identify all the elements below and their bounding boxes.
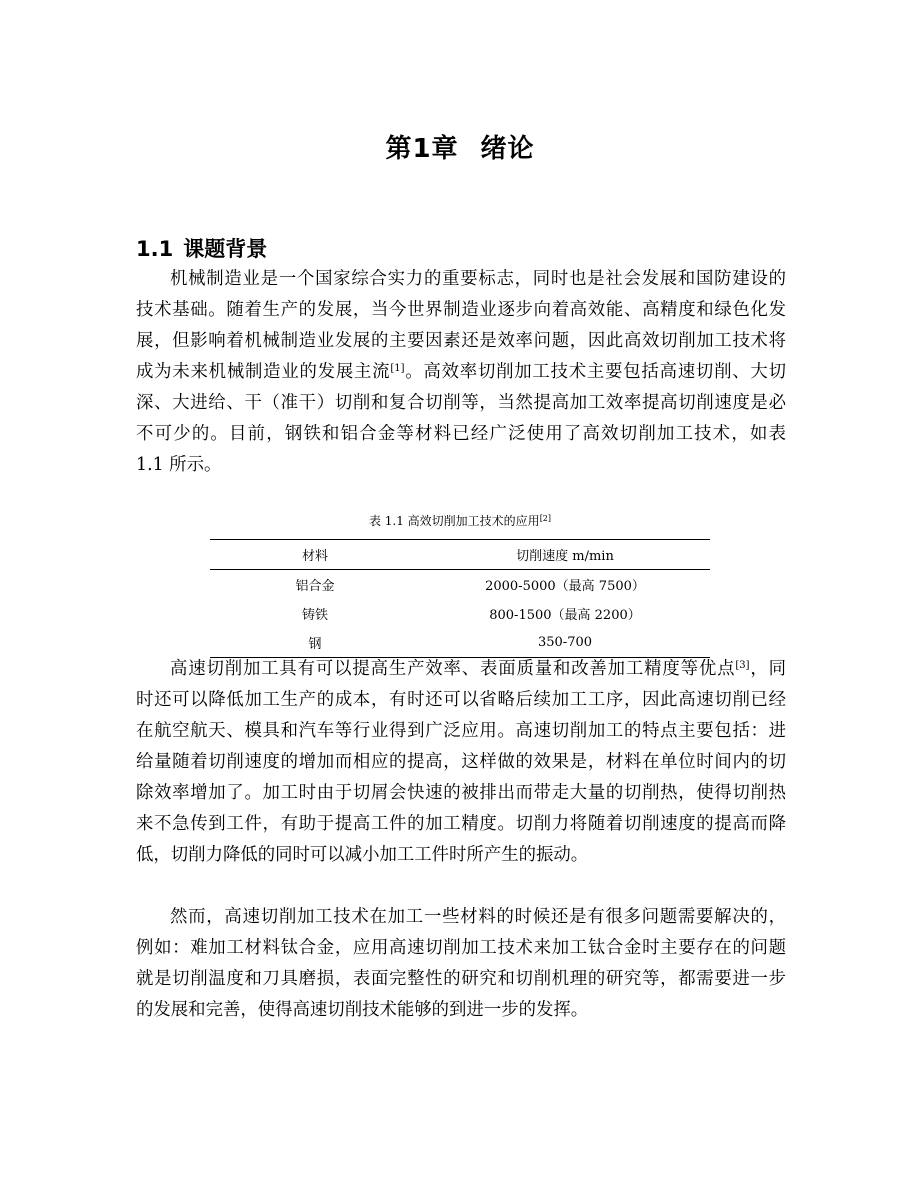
table-cell: 铸铁 [301, 608, 328, 623]
chapter-title [0, 128, 920, 165]
table-cell: 钢 [308, 637, 322, 652]
text-line: 然而，高速切削加工技术在加工一些材料的时候还是有很多问题需要解决的， [170, 907, 786, 927]
citation-ref[interactable]: [2] [539, 514, 552, 523]
text-line: 深、大进给、干（准干）切削和复合切削等，当然提高加工效率提高切削速度是必 [136, 393, 786, 413]
text-line: 技术基础。随着生产的发展，当今世界制造业逐步向着高效能、高精度和绿色化发 [136, 300, 786, 320]
column-header-speed: 切削速度 m/min [516, 549, 614, 564]
text-line: 1.1 所示。 [136, 455, 222, 475]
text-line: 就是切削温度和刀具磨损，表面完整性的研究和切削机理的研究等，都需要进一步 [136, 969, 786, 989]
chapter-number: 第1章 [385, 134, 459, 164]
table-cell: 800-1500（最高 2200） [489, 608, 641, 623]
text-line: 在航空航天、模具和汽车等行业得到广泛应用。高速切削加工的特点主要包括：进 [136, 721, 786, 741]
text-fragment: ，同 [749, 659, 786, 679]
paragraph-challenges [136, 902, 786, 1026]
text-fragment: 高速切削加工具有可以提高生产效率、表面质量和改善加工精度等优点 [170, 659, 736, 679]
text-line: 不可少的。目前，钢铁和铝合金等材料已经广泛使用了高效切削加工技术，如表 [136, 424, 786, 444]
text-fragment: 。高效率切削加工技术主要包括高速切削、大切 [404, 362, 786, 382]
table-row [210, 599, 710, 628]
column-header-material: 材料 [301, 549, 328, 564]
text-line [136, 654, 786, 685]
paragraph-high-speed-cutting [136, 654, 786, 871]
table-cell: 2000-5000（最高 7500） [485, 579, 645, 594]
citation-ref[interactable]: [1] [390, 363, 405, 374]
text-fragment: 成为未来机械制造业的发展主流 [136, 362, 391, 382]
text-line: 的发展和完善，使得高速切削技术能够的到进一步的发挥。 [136, 1000, 589, 1020]
table-cell: 350-700 [537, 635, 593, 650]
text-line [136, 357, 786, 388]
text-line: 除效率增加了。加工时由于切屑会快速的被排出而带走大量的切削热，使得切削热 [136, 783, 786, 803]
text-line: 展，但影响着机械制造业发展的主要因素还是效率问题，因此高效切削加工技术将 [136, 331, 786, 351]
text-line: 机械制造业是一个国家综合实力的重要标志，同时也是社会发展和国防建设的 [170, 269, 786, 289]
text-line: 给量随着切削速度的增加而相应的提高，这样做的效果是，材料在单位时间内的切 [136, 752, 786, 772]
table-caption-text: 表 1.1 高效切削加工技术的应用 [368, 514, 540, 528]
section-heading [136, 233, 267, 263]
chapter-name: 绪论 [480, 134, 535, 164]
table-cell: 铝合金 [295, 579, 335, 594]
table-row [210, 570, 710, 600]
cutting-speed-table [210, 539, 710, 658]
text-line: 低，切削力降低的同时可以减小加工工件时所产生的振动。 [136, 845, 589, 865]
text-line: 例如：难加工材料钛合金，应用高速切削加工技术来加工钛合金时主要存在的问题 [136, 938, 786, 958]
section-number: 1.1 [136, 237, 174, 261]
table-caption [0, 512, 920, 529]
text-line: 时还可以降低加工生产的成本，有时还可以省略后续加工工序，因此高速切削已经 [136, 690, 786, 710]
table-header-row [210, 540, 710, 570]
citation-ref[interactable]: [3] [735, 660, 750, 671]
text-line: 来不急传到工件，有助于提高工件的加工精度。切削力将随着切削速度的提高而降 [136, 814, 786, 834]
section-title: 课题背景 [183, 237, 268, 261]
paragraph-background [136, 264, 786, 481]
